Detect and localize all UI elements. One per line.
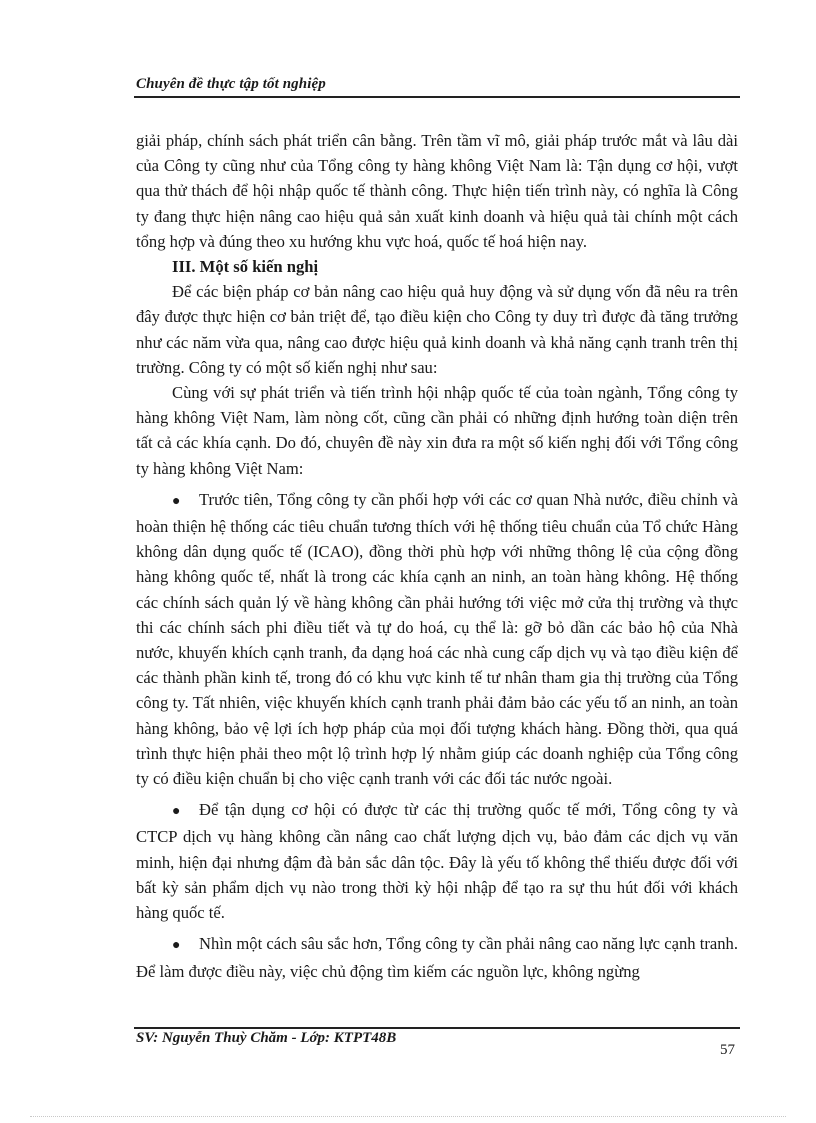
bullet-text: Trước tiên, Tổng công ty cần phối hợp với các cơ quan Nhà nước, điều chỉnh và hoàn thiện hệ thống các tiêu chuẩn tương thích với hệ thống tiêu chuẩn của Tổ chức Hàng không dân dụng quốc tế (ICAO), đồng thời phù hợp với những thông lệ của cộng đồng hàng không quốc tế, nhất là trong các khía cạnh an ninh, an toàn hàng không. Hệ thống các chính sách quản lý về hàng không cần phải hướng tới việc mở cửa thị trường và thực thi các chính sách phi điều tiết và tự do hoá, cụ thể là: gỡ bỏ dần các bảo hộ của Nhà nước, khuyến khích cạnh tranh, đa dạng hoá các nhà cung cấp dịch vụ và tạo điều kiện để các thành phần kinh tế, trong đó có khu vực kinh tế tư nhân tham gia thị trường của Tổng công ty. Tất nhiên, việc khuyến khích cạnh tranh phải đảm bảo các yếu tố an ninh, an toàn hàng không, bảo vệ lợi ích hợp pháp của mọi đối tượng khách hàng. Đồng thời, qua quá trình thực hiện phải theo một lộ trình hợp lý nhằm giúp các doanh nghiệp của Tổng công ty có điều kiện chuẩn bị cho việc cạnh tranh với các đối tác nước ngoài. <box>136 489 738 789</box>
section-heading: III. Một số kiến nghị <box>172 257 319 277</box>
page-number: 57 <box>720 1042 735 1058</box>
footer-divider <box>134 1027 740 1029</box>
bullet-icon: ● <box>172 493 181 509</box>
page-bottom-border <box>30 1116 786 1117</box>
paragraph: Để các biện pháp cơ bản nâng cao hiệu quả huy động và sử dụng vốn đã nêu ra trên đây được thực hiện cơ bản triệt để, tạo điều kiện cho Công ty duy trì được đà tăng trưởng như các năm vừa qua, nâng cao được hiệu quả kinh doanh và khả năng cạnh tranh trên thị trường. Công ty có một số kiến nghị như sau: <box>136 282 738 377</box>
bullet-item <box>136 487 738 791</box>
header-divider <box>134 96 740 98</box>
bullet-icon: ● <box>172 938 181 954</box>
bullet-text: Nhìn một cách sâu sắc hơn, Tổng công ty cần phải nâng cao năng lực cạnh tranh. Để làm được điều này, việc chủ động tìm kiếm các nguồn lực, không ngừng <box>136 934 738 981</box>
bullet-icon: ● <box>172 804 181 820</box>
footer-student-info: SV: Nguyễn Thuỳ Chăm - Lớp: KTPT48B <box>136 1030 397 1046</box>
bullet-item <box>136 797 738 925</box>
paragraph: Cùng với sự phát triển và tiến trình hội nhập quốc tế của toàn ngành, Tổng công ty hàng không Việt Nam, làm nòng cốt, cũng cần phải có những định hướng toàn diện trên tất cả các khía cạnh. Do đó, chuyên đề này xin đưa ra một số kiến nghị đối với Tổng công ty hàng không Việt Nam: <box>136 383 738 478</box>
document-body <box>136 128 738 984</box>
bullet-item <box>136 931 738 983</box>
running-header-title: Chuyên đề thực tập tốt nghiệp <box>136 76 326 92</box>
paragraph-continued: giải pháp, chính sách phát triển cân bằng. Trên tầm vĩ mô, giải pháp trước mắt và lâu dài của Công ty cũng như của Tổng công ty hàng không Việt Nam là: Tận dụng cơ hội, vượt qua thử thách để hội nhập quốc tế thành công. Thực hiện tiến trình này, có nghĩa là Công ty đang thực hiện nâng cao hiệu quả sản xuất kinh doanh và hiệu quả tài chính một cách tổng hợp và đúng theo xu hướng khu vực hoá, quốc tế hoá hiện nay. <box>136 131 738 251</box>
bullet-text: Để tận dụng cơ hội có được từ các thị trường quốc tế mới, Tổng công ty và CTCP dịch vụ hàng không cần nâng cao chất lượng dịch vụ, bảo đảm các dịch vụ văn minh, hiện đại nhưng đậm đà bản sắc dân tộc. Đây là yếu tố không thể thiếu được đối với bất kỳ sản phẩm dịch vụ nào trong thời kỳ hội nhập để tạo ra sự thu hút đối với khách hàng quốc tế. <box>136 800 738 923</box>
